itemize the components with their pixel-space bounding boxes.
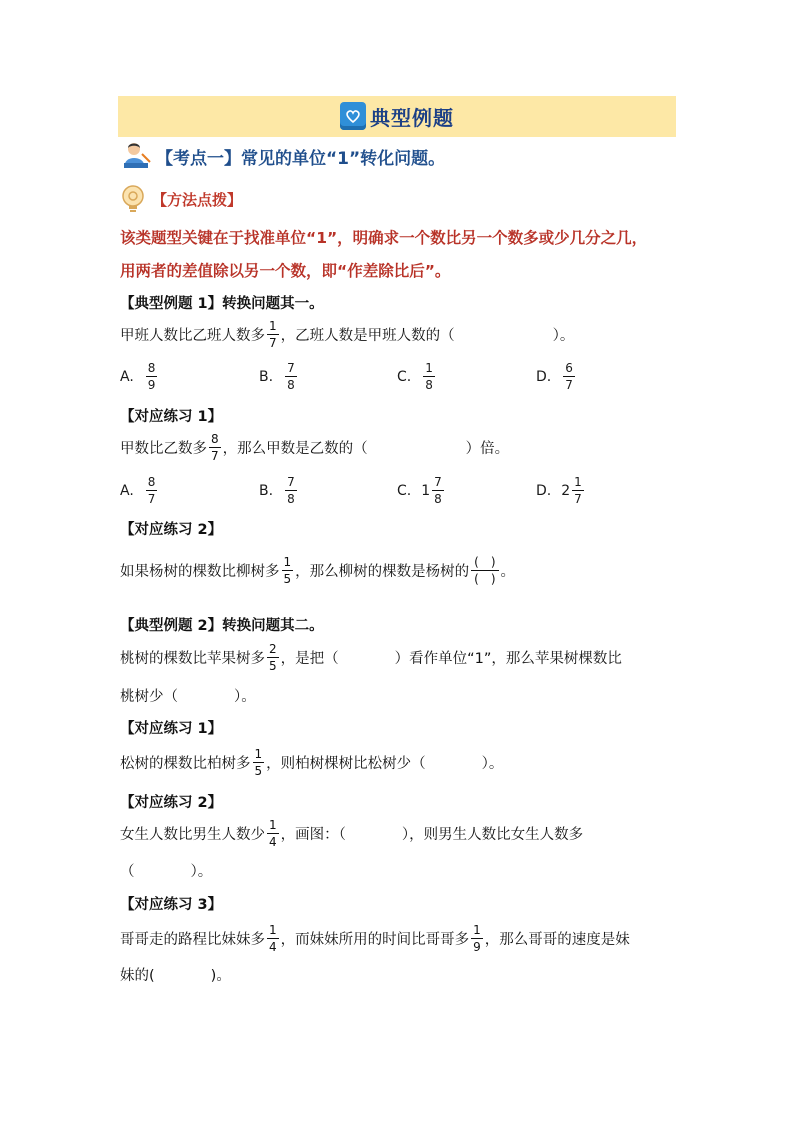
practice-5-heading: 【对应练习 3】 xyxy=(120,897,223,913)
practice-1-question: 甲数比乙数多 $\frac{8}{7}$ ，那么甲数是乙数的（ ）倍。 xyxy=(120,432,510,463)
example-2-question: 桃树的棵数比苹果树多 $\frac{2}{5}$ ，是把（ ）看作单位“1”，那么苹果树棵数比 xyxy=(120,642,622,673)
fraction: $\frac{2}{5}$ xyxy=(269,642,277,673)
practice-1-heading: 【对应练习 1】 xyxy=(120,409,223,425)
fraction: $\frac{8}{7}$ xyxy=(211,432,219,463)
method-heading xyxy=(120,184,242,214)
example-1-heading: 【典型例题 1】转换问题其一。 xyxy=(120,296,324,312)
topic-heading xyxy=(120,140,445,172)
practice-3-question: 松树的棵数比柏树多 $\frac{1}{5}$ ，则柏树棵树比松树少（ ）。 xyxy=(120,747,504,778)
fraction: $\frac{1}{5}$ xyxy=(254,747,263,778)
banner-title-group xyxy=(340,100,454,132)
method-line-2: 用两者的差值除以另一个数，即“作差除比后”。 xyxy=(120,262,451,280)
option-d[interactable]: D. $\frac{6}{7}$ xyxy=(536,361,573,392)
banner-title: 典型例题 xyxy=(370,105,454,130)
practice-5-question-line-2: 妹的( )。 xyxy=(120,968,231,984)
method-heading-text: 【方法点拨】 xyxy=(152,190,243,209)
example-1-options xyxy=(120,362,640,396)
practice-2-question: 如果杨树的棵数比柳树多 $\frac{1}{5}$ ，那么柳树的棵数是杨树的 $\frac{( )}{( )}$ 。 xyxy=(120,555,516,586)
practice-5-question: 哥哥走的路程比妹妹多 $\frac{1}{4}$ ，而妹妹所用的时间比哥哥多 $\frac{1}{9}$ ，那么哥哥的速度是妹 xyxy=(120,923,630,954)
option-c[interactable]: C. 1 $\frac{7}{8}$ xyxy=(397,475,442,506)
fraction: $\frac{1}{7}$ xyxy=(269,319,277,350)
section-banner xyxy=(118,96,676,137)
topic-heading-text: 【考点一】常见的单位“1”转化问题。 xyxy=(156,148,446,169)
fraction: $\frac{1}{4}$ xyxy=(269,818,277,849)
student-writing-icon xyxy=(120,140,152,172)
fraction-answer-blank[interactable]: $\frac{( )}{( )}$ xyxy=(471,556,498,585)
option-c[interactable]: C. $\frac{1}{8}$ xyxy=(397,361,433,392)
practice-2-heading: 【对应练习 2】 xyxy=(120,522,223,538)
fraction: $\frac{1}{5}$ xyxy=(283,555,292,586)
lightbulb-icon xyxy=(120,184,146,214)
practice-1-options xyxy=(120,476,640,510)
practice-3-heading: 【对应练习 1】 xyxy=(120,721,223,737)
option-a[interactable]: A. $\frac{8}{7}$ xyxy=(120,475,156,506)
option-b[interactable]: B. $\frac{7}{8}$ xyxy=(259,361,295,392)
example-1-question: 甲班人数比乙班人数多 $\frac{1}{7}$ ，乙班人数是甲班人数的（ ）。 xyxy=(120,319,575,350)
option-d[interactable]: D. 2 $\frac{1}{7}$ xyxy=(536,475,582,506)
practice-4-heading: 【对应练习 2】 xyxy=(120,795,223,811)
heart-shield-icon xyxy=(340,102,366,130)
example-2-question-line-2: 桃树少（ ）。 xyxy=(120,689,256,705)
fraction: $\frac{1}{4}$ xyxy=(269,923,277,954)
option-b[interactable]: B. $\frac{7}{8}$ xyxy=(259,475,295,506)
practice-4-question-line-2: （ ）。 xyxy=(120,864,213,880)
example-2-heading: 【典型例题 2】转换问题其二。 xyxy=(120,618,324,634)
practice-4-question: 女生人数比男生人数少 $\frac{1}{4}$ ，画图：（ ），则男生人数比女生人数多 xyxy=(120,818,584,849)
option-a[interactable]: A. $\frac{8}{9}$ xyxy=(120,361,156,392)
fraction: $\frac{1}{9}$ xyxy=(473,923,481,954)
method-line-1: 该类题型关键在于找准单位“1”，明确求一个数比另一个数多或少几分之几， xyxy=(120,229,648,247)
